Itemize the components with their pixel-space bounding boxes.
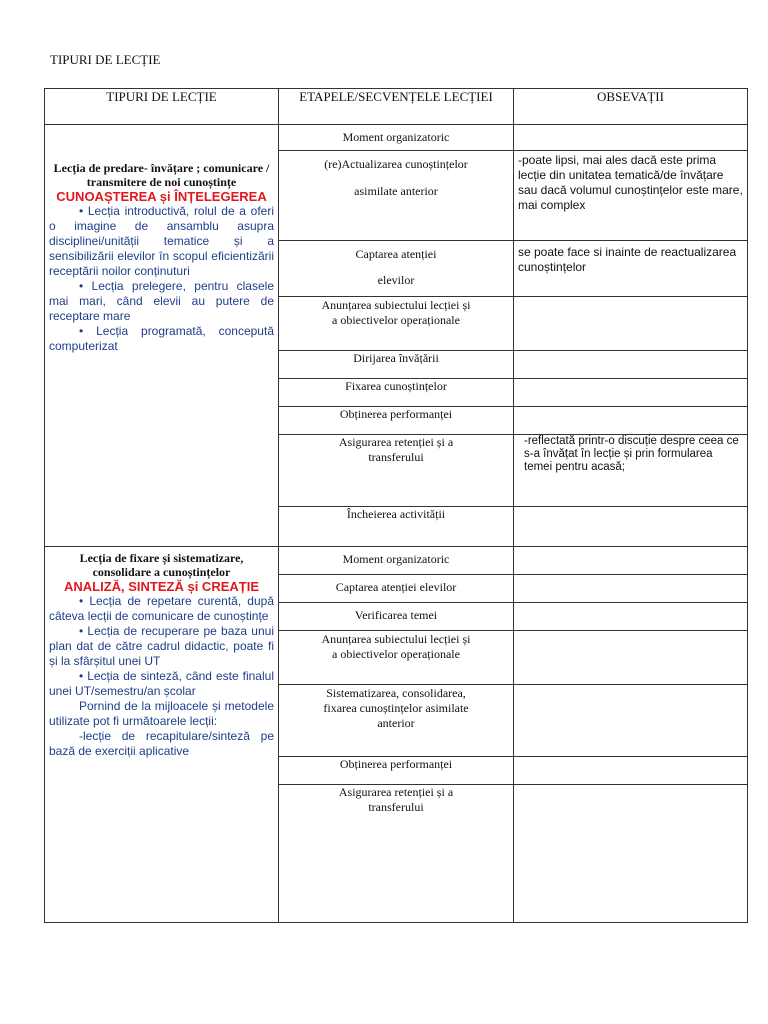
- stage-cell: Dirijarea învățării: [279, 351, 514, 379]
- obs-cell: [514, 631, 748, 685]
- obs-cell: [514, 297, 748, 351]
- section2-title: Lecția de fixare și sistematizare, consolidare a cunoștințelor: [79, 551, 244, 579]
- stage-cell: Captarea atenției elevilor: [279, 575, 514, 603]
- obs-cell: [514, 351, 748, 379]
- section1-item: • Lecția introductivă, rolul de a oferi o imagine de ansamblu asupra disciplinei/unității tematice și a sensibilizării elevilor în scopul eficientizării receptării noilor conținuturi: [49, 204, 274, 278]
- header-observations: OBSEVAȚII: [514, 89, 748, 125]
- section2-item: • Lecția de repetare curentă, după câteva lecții de comunicare de cunoștințe: [49, 594, 274, 623]
- obs-cell: [514, 685, 748, 757]
- stage-cell: Încheierea activității: [279, 507, 514, 547]
- section1-item: • Lecția programată, concepută computerizat: [49, 324, 274, 353]
- section2-item: • Lecția de recuperare pe baza unui plan dat de către cadrul didactic, poate fi și la sfârșitul unei UT: [49, 624, 274, 668]
- obs-cell: -reflectată printr-o discuție despre ceea ce s-a învățat în lecție și prin formularea temei pentru acasă;: [514, 435, 748, 507]
- obs-cell: [514, 507, 748, 547]
- obs-cell: [514, 547, 748, 575]
- stage-cell: Anunțarea subiectului lecției și a obiectivelor operaționale: [279, 631, 514, 685]
- section2-cell: [45, 547, 279, 923]
- obs-cell: -poate lipsi, mai ales dacă este prima lecție din unitatea tematică/de învățare sau dacă volumul cunoștințelor este mare, mai complex: [514, 151, 748, 241]
- section1-subtitle: CUNOAȘTEREA și ÎNȚELEGEREA: [56, 189, 267, 204]
- obs-cell: [514, 379, 748, 407]
- stage-cell: Asigurarea retenției și a transferului: [279, 785, 514, 923]
- obs-cell: [514, 757, 748, 785]
- table-header-row: [45, 89, 748, 125]
- stage-cell: (re)Actualizarea cunoștințelor asimilate anterior: [279, 151, 514, 241]
- section1-cell: [45, 125, 279, 547]
- stage-cell: Obținerea performanței: [279, 407, 514, 435]
- obs-cell: [514, 785, 748, 923]
- section2-item: Pornind de la mijloacele și metodele utilizate pot fi următoarele lecții:: [49, 699, 274, 728]
- stage-cell: Asigurarea retenției și a transferului: [279, 435, 514, 507]
- lesson-types-table: [44, 88, 748, 923]
- section2-items: [49, 594, 274, 759]
- section1-title: Lecția de predare- învățare ; comunicare / transmitere de noi cunoștințe: [53, 161, 270, 189]
- section2-subtitle: ANALIZĂ, SINTEZĂ și CREAȚIE: [63, 579, 259, 594]
- document-title: TIPURI DE LECȚIE: [50, 52, 161, 67]
- stage-cell: Moment organizatoric: [279, 125, 514, 151]
- stage-cell: Anunțarea subiectului lecției și a obiectivelor operaționale: [279, 297, 514, 351]
- stage-cell: Obținerea performanței: [279, 757, 514, 785]
- stage-cell: Verificarea temei: [279, 603, 514, 631]
- stage-cell: Fixarea cunoștințelor: [279, 379, 514, 407]
- table-row: [45, 547, 748, 575]
- obs-cell: [514, 603, 748, 631]
- stage-cell: Moment organizatoric: [279, 547, 514, 575]
- obs-cell: se poate face si inainte de reactualizarea cunoștințelor: [514, 241, 748, 297]
- obs-cell: [514, 125, 748, 151]
- stage-cell: Captarea atenției elevilor: [279, 241, 514, 297]
- obs-cell: [514, 575, 748, 603]
- obs-cell: [514, 407, 748, 435]
- section2-item: -lecție de recapitulare/sinteză pe bază de exerciții aplicative: [49, 729, 274, 758]
- header-lesson-types: TIPURI DE LECȚIE: [45, 89, 279, 125]
- stage-cell: Sistematizarea, consolidarea, fixarea cunoștințelor asimilate anterior: [279, 685, 514, 757]
- header-stages: ETAPELE/SECVENȚELE LECȚIEI: [279, 89, 514, 125]
- section1-item: • Lecția prelegere, pentru clasele mai mari, când elevii au putere de receptare mare: [49, 279, 274, 323]
- table-row: [45, 125, 748, 151]
- section1-items: [49, 204, 274, 354]
- section2-item: • Lecția de sinteză, când este finalul unei UT/semestru/an școlar: [49, 669, 274, 698]
